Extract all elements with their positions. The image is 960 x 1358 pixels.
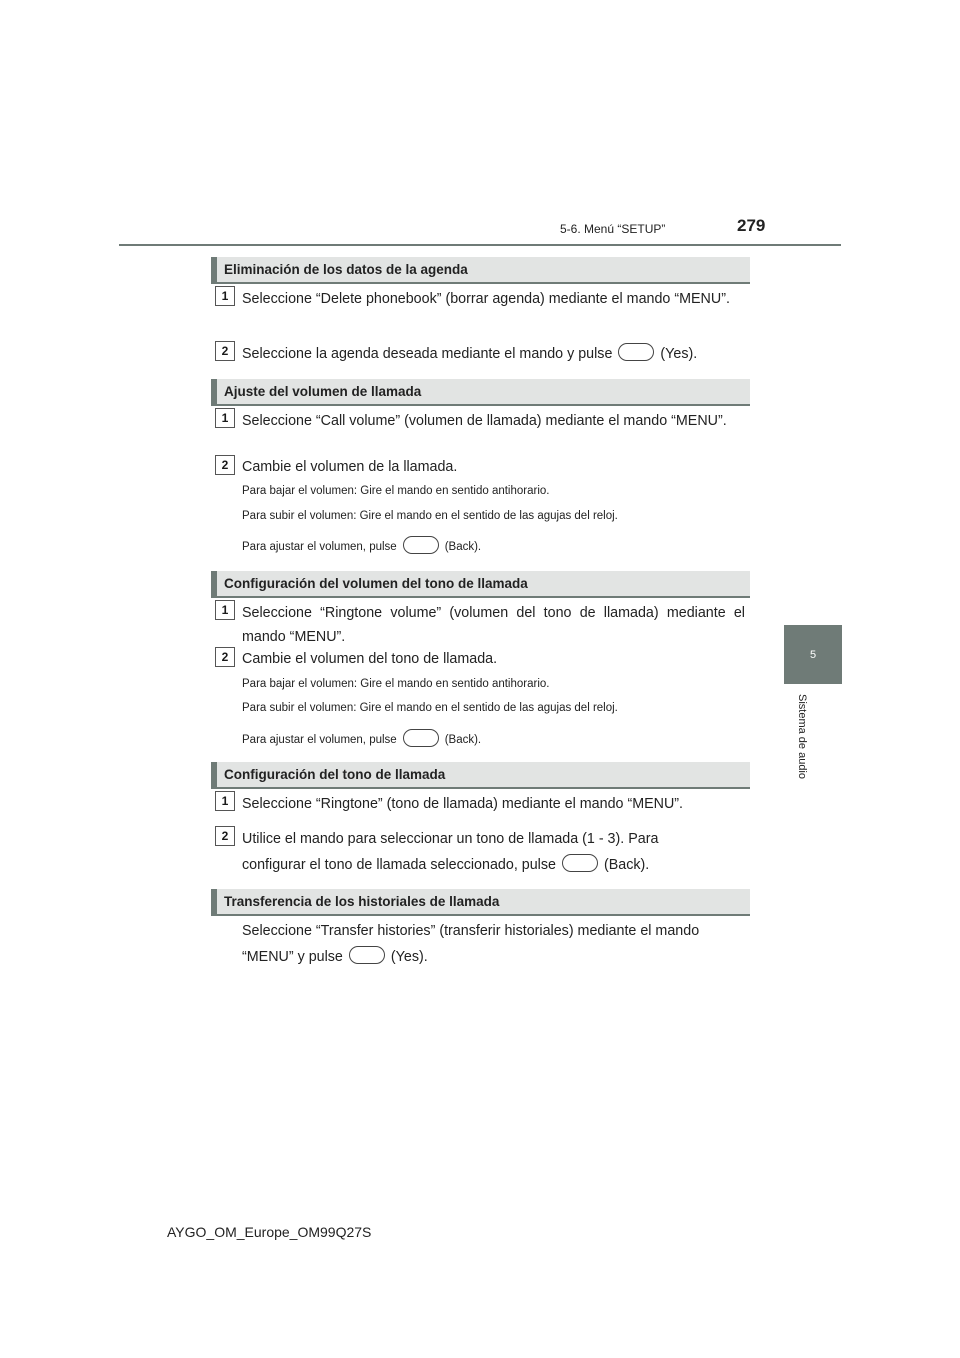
step-text: Cambie el volumen del tono de llamada. <box>242 651 498 667</box>
step-number: 1 <box>215 791 235 811</box>
note-text: Para ajustar el volumen, pulse (Back). <box>242 731 481 749</box>
step-text: Seleccione la agenda deseada mediante el mando y pulse (Yes). <box>242 342 745 366</box>
chapter-title: Sistema de audio <box>796 694 808 779</box>
back-button-icon <box>562 854 598 872</box>
step-text: Cambie el volumen de la llamada. <box>242 459 458 475</box>
step-text: Seleccione “Call volume” (volumen de llamada) mediante el mando “MENU”. <box>242 413 727 429</box>
note-text: Para ajustar el volumen, pulse (Back). <box>242 538 481 556</box>
section-heading: Eliminación de los datos de la agenda <box>211 257 750 284</box>
yes-button-icon <box>349 946 385 964</box>
header-rule <box>119 244 841 246</box>
back-button-icon <box>403 729 439 747</box>
section-heading: Configuración del volumen del tono de llamada <box>211 571 750 598</box>
back-button-icon <box>403 536 439 554</box>
yes-button-icon <box>618 343 654 361</box>
section-heading: Transferencia de los historiales de llamada <box>211 889 750 916</box>
note-text: Para bajar el volumen: Gire el mando en sentido antihorario. <box>242 485 550 497</box>
section-heading: Configuración del tono de llamada <box>211 762 750 789</box>
step-number: 2 <box>215 455 235 475</box>
document-code: AYGO_OM_Europe_OM99Q27S <box>167 1224 372 1240</box>
note-text: Para bajar el volumen: Gire el mando en sentido antihorario. <box>242 678 550 690</box>
step-text: Seleccione “Delete phonebook” (borrar agenda) mediante el mando “MENU”. <box>242 291 730 307</box>
running-header-section: 5-6. Menú “SETUP” <box>560 222 666 236</box>
section-heading: Ajuste del volumen de llamada <box>211 379 750 406</box>
chapter-number: 5 <box>809 648 817 661</box>
step-text: Seleccione “Ringtone” (tono de llamada) mediante el mando “MENU”. <box>242 796 684 812</box>
note-text: Para subir el volumen: Gire el mando en el sentido de las agujas del reloj. <box>242 510 618 522</box>
step-text: Utilice el mando para seleccionar un tono de llamada (1 - 3). Para configurar el tono de llamada seleccionado, pulse (Back). <box>242 831 659 873</box>
section-text: Seleccione “Transfer histories” (transferir historiales) mediante el mando “MENU” y pulse (Yes). <box>242 923 700 965</box>
step-number: 1 <box>215 286 235 306</box>
step-number: 2 <box>215 341 235 361</box>
step-number: 1 <box>215 408 235 428</box>
note-text: Para subir el volumen: Gire el mando en el sentido de las agujas del reloj. <box>242 702 618 714</box>
page-number: 279 <box>737 216 766 235</box>
step-number: 1 <box>215 600 235 620</box>
step-number: 2 <box>215 647 235 667</box>
chapter-tab <box>784 625 842 684</box>
step-text: Seleccione “Ringtone volume” (volumen del tono de llamada) mediante el mando “MENU”. <box>242 605 745 645</box>
step-number: 2 <box>215 826 235 846</box>
